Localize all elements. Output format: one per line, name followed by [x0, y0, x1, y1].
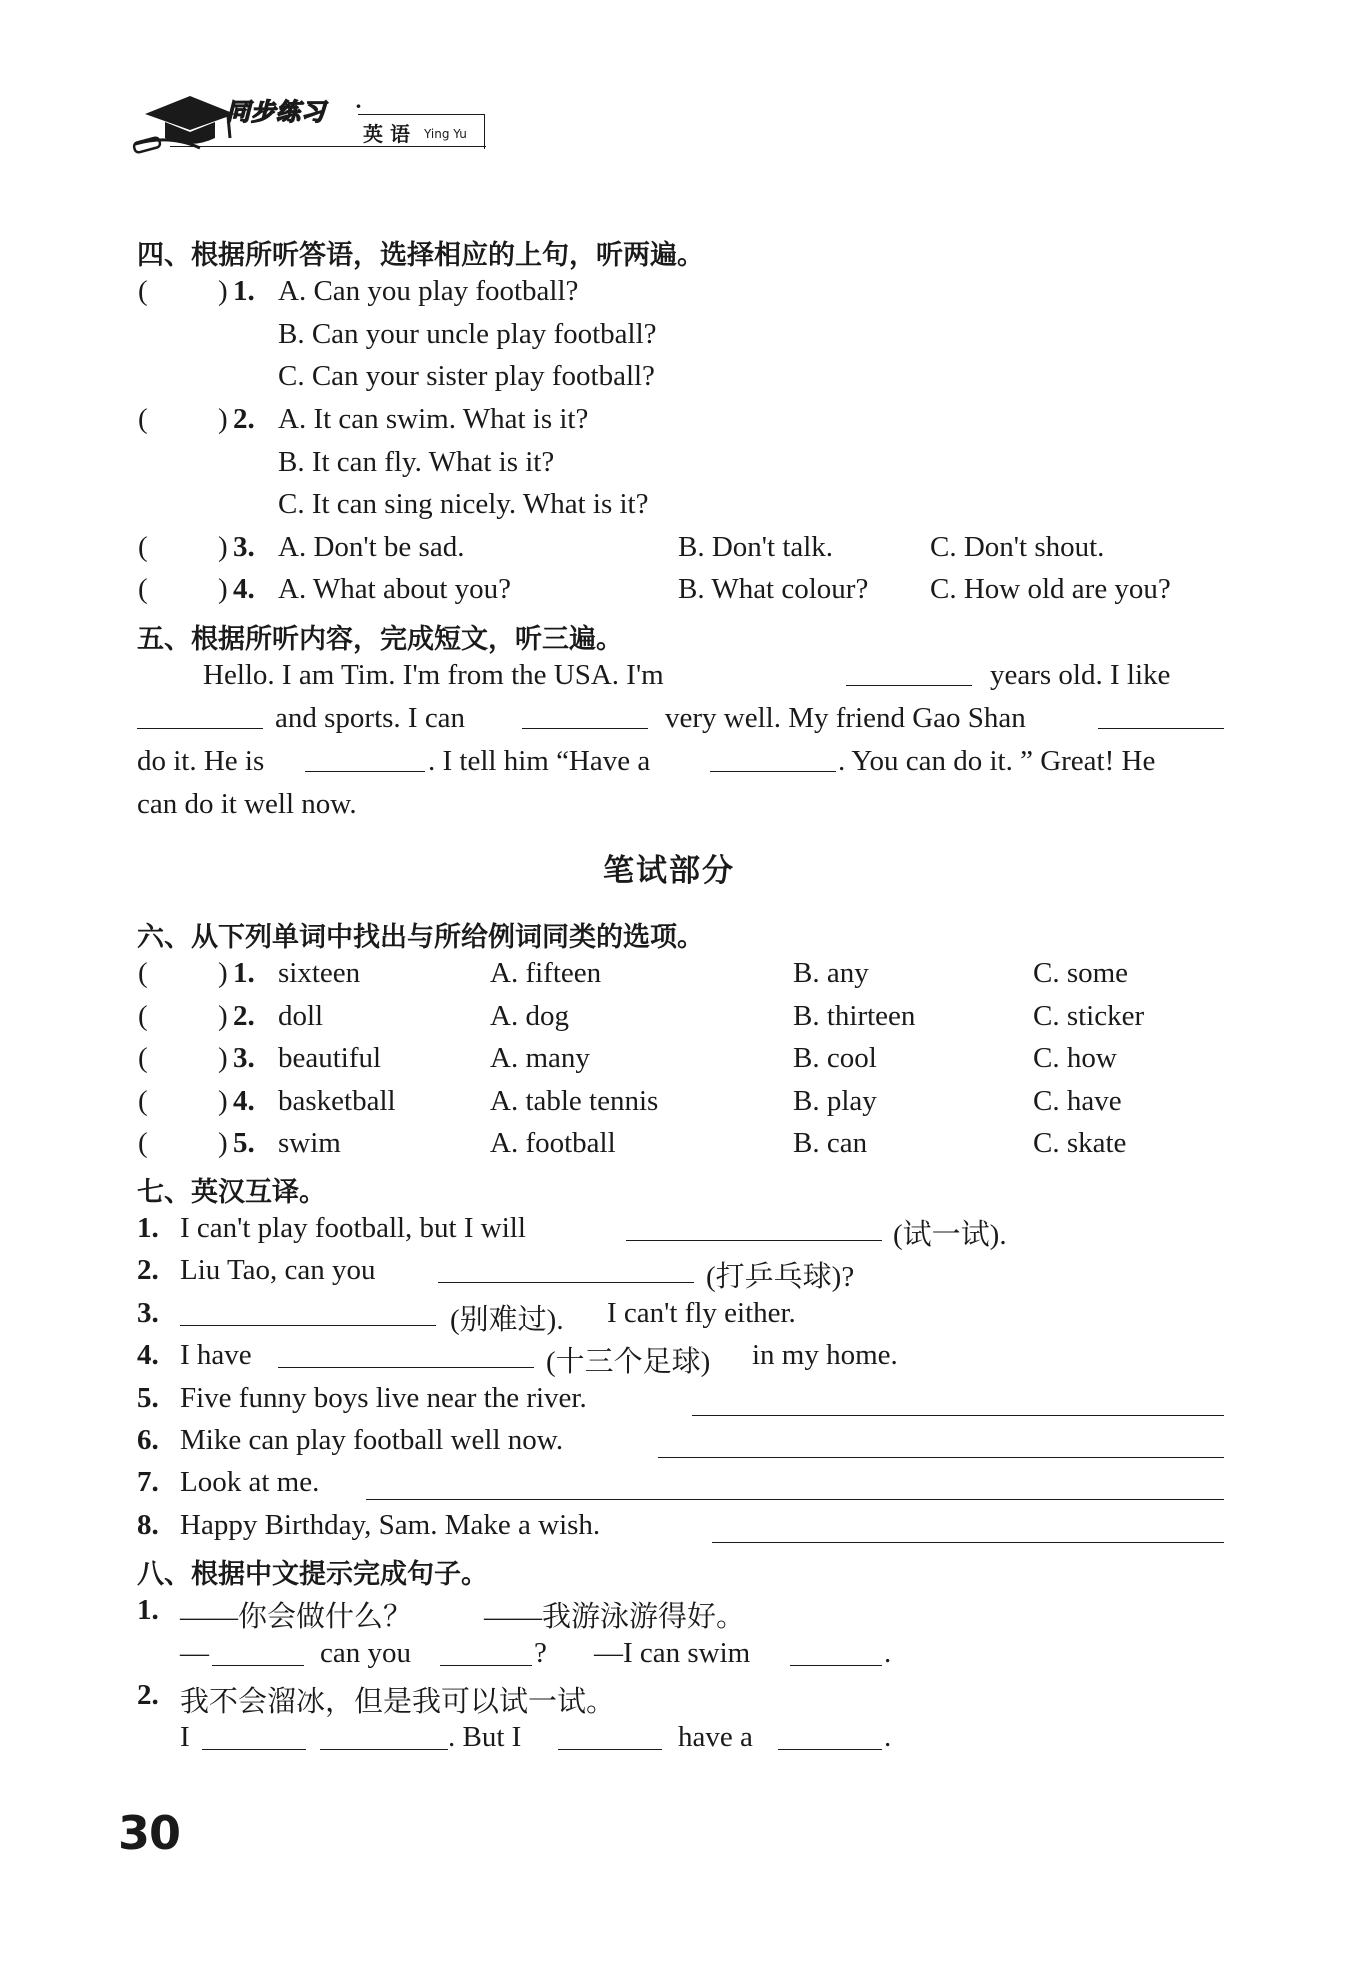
option-b: B. Can your uncle play football? [278, 318, 657, 350]
sentence-text: I can't fly either. [607, 1297, 796, 1329]
option-b: B. It can fly. What is it? [278, 446, 555, 478]
answer-paren-close: ) [218, 403, 228, 435]
option-b: B. cool [793, 1042, 877, 1074]
fill-blank[interactable] [438, 1282, 694, 1283]
question-number: 1. [137, 1212, 159, 1244]
fill-blank[interactable] [778, 1749, 882, 1750]
sentence-text: Happy Birthday, Sam. Make a wish. [180, 1509, 601, 1541]
subject-pinyin: Ying Yu [424, 127, 467, 141]
option-b: B. Don't talk. [678, 531, 834, 563]
sentence-text: —I can swim [594, 1637, 751, 1669]
sentence-text: . But I [448, 1721, 522, 1753]
page-number: 30 [118, 1806, 181, 1860]
option-a: A. many [490, 1042, 590, 1074]
section-5-title: 五、根据所听内容，完成短文，听三遍。 [137, 624, 623, 655]
question-number: 8. [137, 1509, 159, 1541]
question-number: 6. [137, 1424, 159, 1456]
example-word: sixteen [278, 957, 361, 989]
written-part-title: 笔试部分 [603, 853, 735, 889]
sentence-text: can you [320, 1637, 411, 1669]
option-b: B. can [793, 1127, 868, 1159]
page-header [130, 80, 490, 160]
question-number: 5. [137, 1382, 159, 1414]
fill-blank[interactable] [522, 728, 648, 729]
sentence-text: Five funny boys live near the river. [180, 1382, 587, 1414]
option-a: A. It can swim. What is it? [278, 403, 589, 435]
fill-blank[interactable] [790, 1665, 882, 1666]
fill-blank[interactable] [180, 1325, 436, 1326]
option-a: A. What about you? [278, 573, 512, 605]
answer-paren-close: ) [218, 275, 228, 307]
answer-paren: ( [138, 957, 148, 989]
answer-paren: ( [138, 275, 148, 307]
answer-line[interactable] [712, 1542, 1224, 1543]
option-b: B. What colour? [678, 573, 869, 605]
chinese-hint: (试一试). [893, 1219, 1007, 1251]
section-6-title: 六、从下列单词中找出与所给例词同类的选项。 [137, 922, 704, 953]
fill-blank[interactable] [202, 1749, 306, 1750]
section-4-title: 四、根据所听答语，选择相应的上句，听两遍。 [137, 240, 704, 271]
question-number: 3. [137, 1297, 159, 1329]
series-title: 同步练习 [226, 98, 326, 126]
option-c: C. some [1033, 957, 1129, 989]
question-number: 3. [233, 531, 255, 563]
answer-paren-close: ) [218, 1085, 228, 1117]
sentence-text: I [180, 1721, 190, 1753]
answer-paren: ( [138, 403, 148, 435]
example-word: beautiful [278, 1042, 382, 1074]
question-number: 4. [137, 1339, 159, 1371]
question-number: 4. [233, 1085, 255, 1117]
passage-text: and sports. I can [275, 702, 466, 734]
passage-text: . I tell him “Have a [428, 745, 651, 777]
answer-paren-close: ) [218, 573, 228, 605]
sentence-text: in my home. [752, 1339, 898, 1371]
sentence-text: have a [678, 1721, 753, 1753]
question-number: 7. [137, 1466, 159, 1498]
chinese-prompt: ——你会做什么？ [180, 1601, 413, 1633]
example-word: doll [278, 1000, 324, 1032]
section-8-title: 八、根据中文提示完成句子。 [137, 1559, 488, 1590]
chinese-prompt: ——我游泳游得好。 [484, 1601, 746, 1633]
question-number: 5. [233, 1127, 255, 1159]
answer-paren-close: ) [218, 531, 228, 563]
question-number: 2. [233, 403, 255, 435]
fill-blank[interactable] [212, 1665, 304, 1666]
option-c: C. how [1033, 1042, 1117, 1074]
answer-paren-close: ) [218, 1000, 228, 1032]
question-number: 1. [137, 1594, 159, 1626]
chinese-hint: (打乒乓球)? [706, 1261, 855, 1293]
answer-paren: ( [138, 1000, 148, 1032]
question-number: 2. [137, 1679, 159, 1711]
question-number: 1. [233, 957, 255, 989]
question-number: 4. [233, 573, 255, 605]
question-number: 1. [233, 275, 255, 307]
option-a: A. table tennis [490, 1085, 659, 1117]
period: . [884, 1637, 892, 1669]
passage-text: years old. I like [990, 659, 1171, 691]
fill-blank[interactable] [137, 728, 263, 729]
option-b: B. any [793, 957, 869, 989]
answer-paren-close: ) [218, 1042, 228, 1074]
fill-blank[interactable] [626, 1240, 882, 1241]
chinese-prompt: 我不会溜冰，但是我可以试一试。 [180, 1686, 616, 1718]
question-number: 3. [233, 1042, 255, 1074]
answer-paren: ( [138, 1127, 148, 1159]
answer-paren: ( [138, 1085, 148, 1117]
chinese-hint: (别难过). [450, 1304, 564, 1336]
answer-line[interactable] [692, 1415, 1224, 1416]
option-c: C. sticker [1033, 1000, 1145, 1032]
option-b: B. play [793, 1085, 877, 1117]
sentence-text: I have [180, 1339, 252, 1371]
answer-paren-close: ) [218, 957, 228, 989]
answer-line[interactable] [658, 1457, 1224, 1458]
option-c: C. Can your sister play football? [278, 360, 655, 392]
fill-blank[interactable] [278, 1367, 534, 1368]
fill-blank[interactable] [1098, 728, 1224, 729]
answer-line[interactable] [366, 1499, 1224, 1500]
option-c: C. How old are you? [930, 573, 1171, 605]
section-7-title: 七、英汉互译。 [137, 1177, 326, 1208]
option-a: A. Can you play football? [278, 275, 579, 307]
dialogue-dash: — [180, 1637, 209, 1669]
option-c: C. Don't shout. [930, 531, 1105, 563]
option-c: C. skate [1033, 1127, 1127, 1159]
option-a: A. Don't be sad. [278, 531, 465, 563]
answer-paren-close: ) [218, 1127, 228, 1159]
fill-blank[interactable] [846, 685, 972, 686]
answer-paren: ( [138, 573, 148, 605]
fill-blank[interactable] [558, 1749, 662, 1750]
fill-blank[interactable] [305, 771, 425, 772]
answer-paren: ( [138, 531, 148, 563]
header-dot: · [355, 94, 362, 118]
passage-text: . You can do it. ” Great! He [838, 745, 1156, 777]
sentence-text: Look at me. [180, 1466, 320, 1498]
option-c: C. It can sing nicely. What is it? [278, 488, 649, 520]
sentence-text: Liu Tao, can you [180, 1254, 376, 1286]
fill-blank[interactable] [440, 1665, 532, 1666]
sentence-text: Mike can play football well now. [180, 1424, 564, 1456]
example-word: swim [278, 1127, 341, 1159]
passage-text: can do it well now. [137, 788, 357, 820]
example-word: basketball [278, 1085, 396, 1117]
question-number: 2. [137, 1254, 159, 1286]
option-a: A. fifteen [490, 957, 602, 989]
answer-paren: ( [138, 1042, 148, 1074]
subject-label: 英 语 [363, 122, 410, 146]
question-mark: ? [534, 1637, 547, 1669]
chinese-hint: (十三个足球) [546, 1346, 711, 1378]
period: . [884, 1721, 892, 1753]
fill-blank[interactable] [710, 771, 836, 772]
option-a: A. football [490, 1127, 616, 1159]
option-c: C. have [1033, 1085, 1122, 1117]
option-a: A. dog [490, 1000, 569, 1032]
question-number: 2. [233, 1000, 255, 1032]
sentence-text: I can't play football, but I will [180, 1212, 526, 1244]
passage-text: do it. He is [137, 745, 265, 777]
passage-text: very well. My friend Gao Shan [665, 702, 1026, 734]
passage-text: Hello. I am Tim. I'm from the USA. I'm [203, 659, 664, 691]
fill-blank[interactable] [320, 1749, 448, 1750]
option-b: B. thirteen [793, 1000, 916, 1032]
